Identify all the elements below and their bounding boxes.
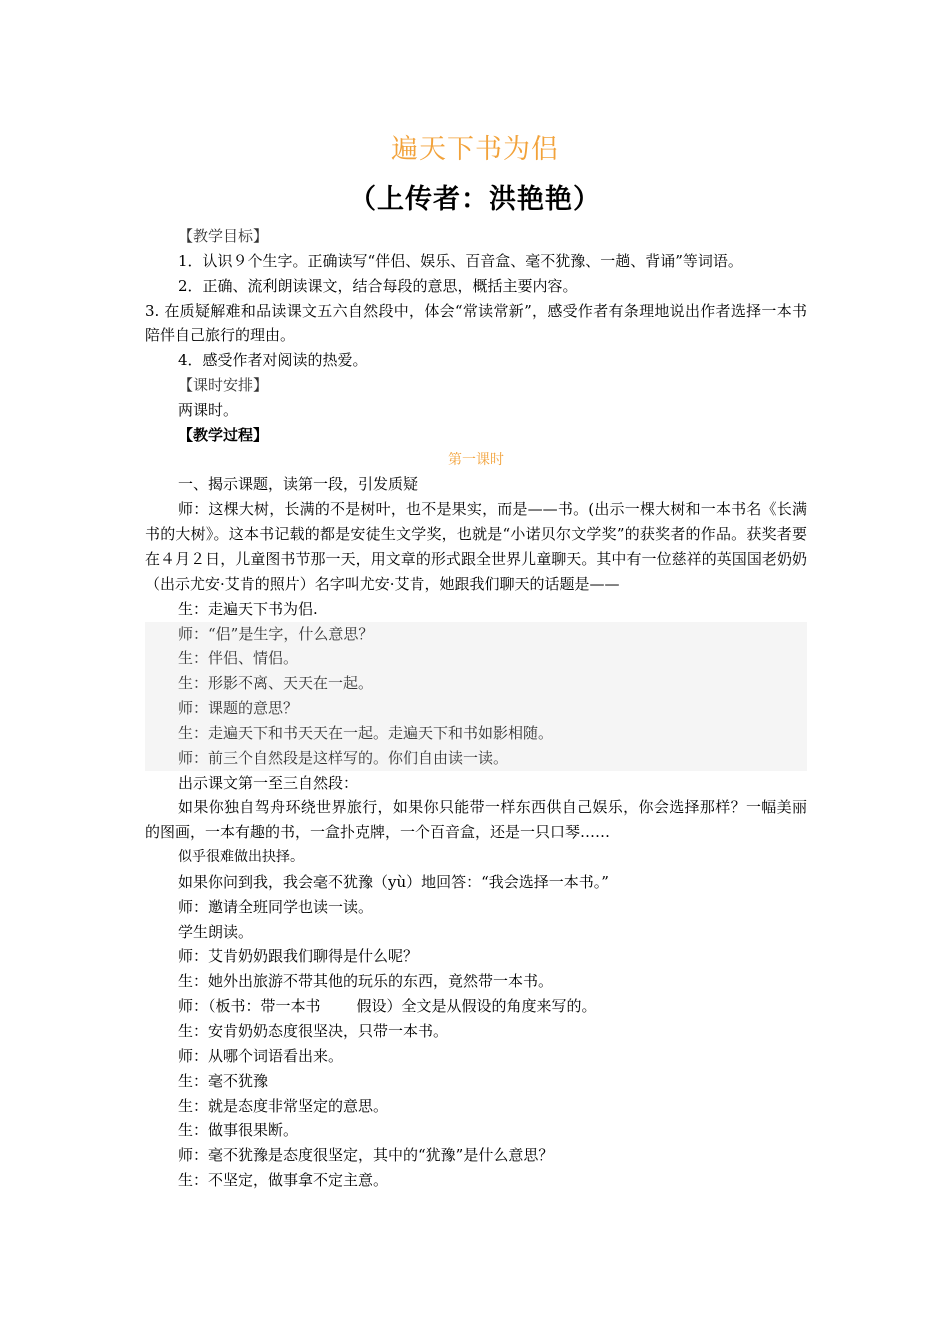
dialogue-line: 师：毫不犹豫是态度很坚定，其中的“犹豫”是什么意思？ [178, 1146, 554, 1165]
heading-objectives: 【教学目标】 [178, 227, 269, 245]
teacher-intro: 师：这棵大树，长满的不是树叶，也不是果实，而是——书。(出示一棵大树和一本书名《长满书的大树》。这本书记载的都是安徒生文学奖，也就是“小诺贝尔文学奖”的获奖者的作品。获奖者要在４月２日，儿童图书节那一天，用文章的形式跟全世界儿童聊天。其中有一位慈祥的英国国老奶奶（出示尤安·艾肯的照片）名字叫尤安·艾肯，她跟我们聊天的话题是—— [145, 500, 807, 593]
dialogue-line: 学生朗读。 [178, 922, 254, 941]
objective-4: 4．感受作者对阅读的热爱。 [178, 351, 368, 370]
text-paragraph-1: 如果你独自驾舟环绕世界旅行，如果你只能带一样东西供自己娱乐，你会选择那样？一幅美丽的图画，一本有趣的书，一盒扑克牌，一个百音盒，还是一只口琴…… [145, 798, 807, 842]
dialogue-line: 师：课题的意思？ [178, 699, 299, 718]
dialogue-line: 生：不坚定，做事拿不定主意。 [178, 1171, 389, 1190]
board-note-part-1: 师：（板书：带一本书 [178, 997, 321, 1016]
dialogue-line: 师：艾肯奶奶跟我们聊得是什么呢？ [178, 947, 419, 966]
dialogue-line: 师：从哪个词语看出来。 [178, 1046, 344, 1065]
highlighted-dialogue [145, 622, 807, 771]
dialogue-line: 师：“侣”是生字，什么意思？ [178, 624, 374, 643]
document-body [145, 224, 807, 1193]
dialogue-line: 生：形影不离、天天在一起。 [178, 674, 374, 693]
heading-process: 【教学过程】 [178, 425, 269, 444]
student-line: 生：走遍天下书为侣. [178, 599, 318, 618]
dialogue-line: 师：邀请全班同学也读一读。 [178, 897, 374, 916]
objective-1: 1．认识９个生字。正确读写“伴侣、娱乐、百音盒、毫不犹豫、一趟、背诵”等词语。 [178, 251, 743, 270]
heading-schedule: 【课时安排】 [178, 376, 269, 395]
dialogue-line: 生：伴侣、情侣。 [178, 649, 299, 668]
dialogue-line: 师：前三个自然段是这样写的。你们自由读一读。 [178, 748, 509, 767]
schedule-text: 两课时。 [178, 400, 239, 419]
dialogue-line: 生：做事很果断。 [178, 1121, 299, 1140]
section-first-lesson: 第一课时 [448, 451, 504, 468]
board-note-line [145, 994, 807, 1019]
uploader-line: （上传者：洪艳艳） [349, 184, 601, 215]
text-paragraph-2: 似乎很难做出抉择。 [178, 849, 304, 866]
document-title: 遍天下书为侣 [391, 134, 559, 165]
text-label: 出示课文第一至三自然段： [178, 773, 359, 792]
objective-3: 3. 在质疑解难和品读课文五六自然段中，体会“常读常新”，感受作者有条理地说出作者选择一本书陪伴自己旅行的理由。 [145, 301, 807, 345]
dialogue-line: 生：她外出旅游不带其他的玩乐的东西，竟然带一本书。 [178, 972, 554, 991]
objective-2: 2．正确、流利朗读课文，结合每段的意思，概括主要内容。 [178, 276, 578, 295]
dialogue-line: 生：安肯奶奶态度很坚决，只带一本书。 [178, 1022, 449, 1040]
dialogue-line: 生：就是态度非常坚定的意思。 [178, 1096, 389, 1115]
dialogue-line: 生：毫不犹豫 [178, 1071, 269, 1090]
step-1: 一、揭示课题，读第一段，引发质疑 [178, 475, 419, 494]
board-note-part-2: 假设）全文是从假设的角度来写的。 [356, 997, 597, 1016]
dialogue-line: 生：走遍天下和书天天在一起。走遍天下和书如影相随。 [178, 723, 554, 742]
text-paragraph-3: 如果你问到我，我会毫不犹豫（yù）地回答：“我会选择一本书。” [178, 872, 609, 891]
